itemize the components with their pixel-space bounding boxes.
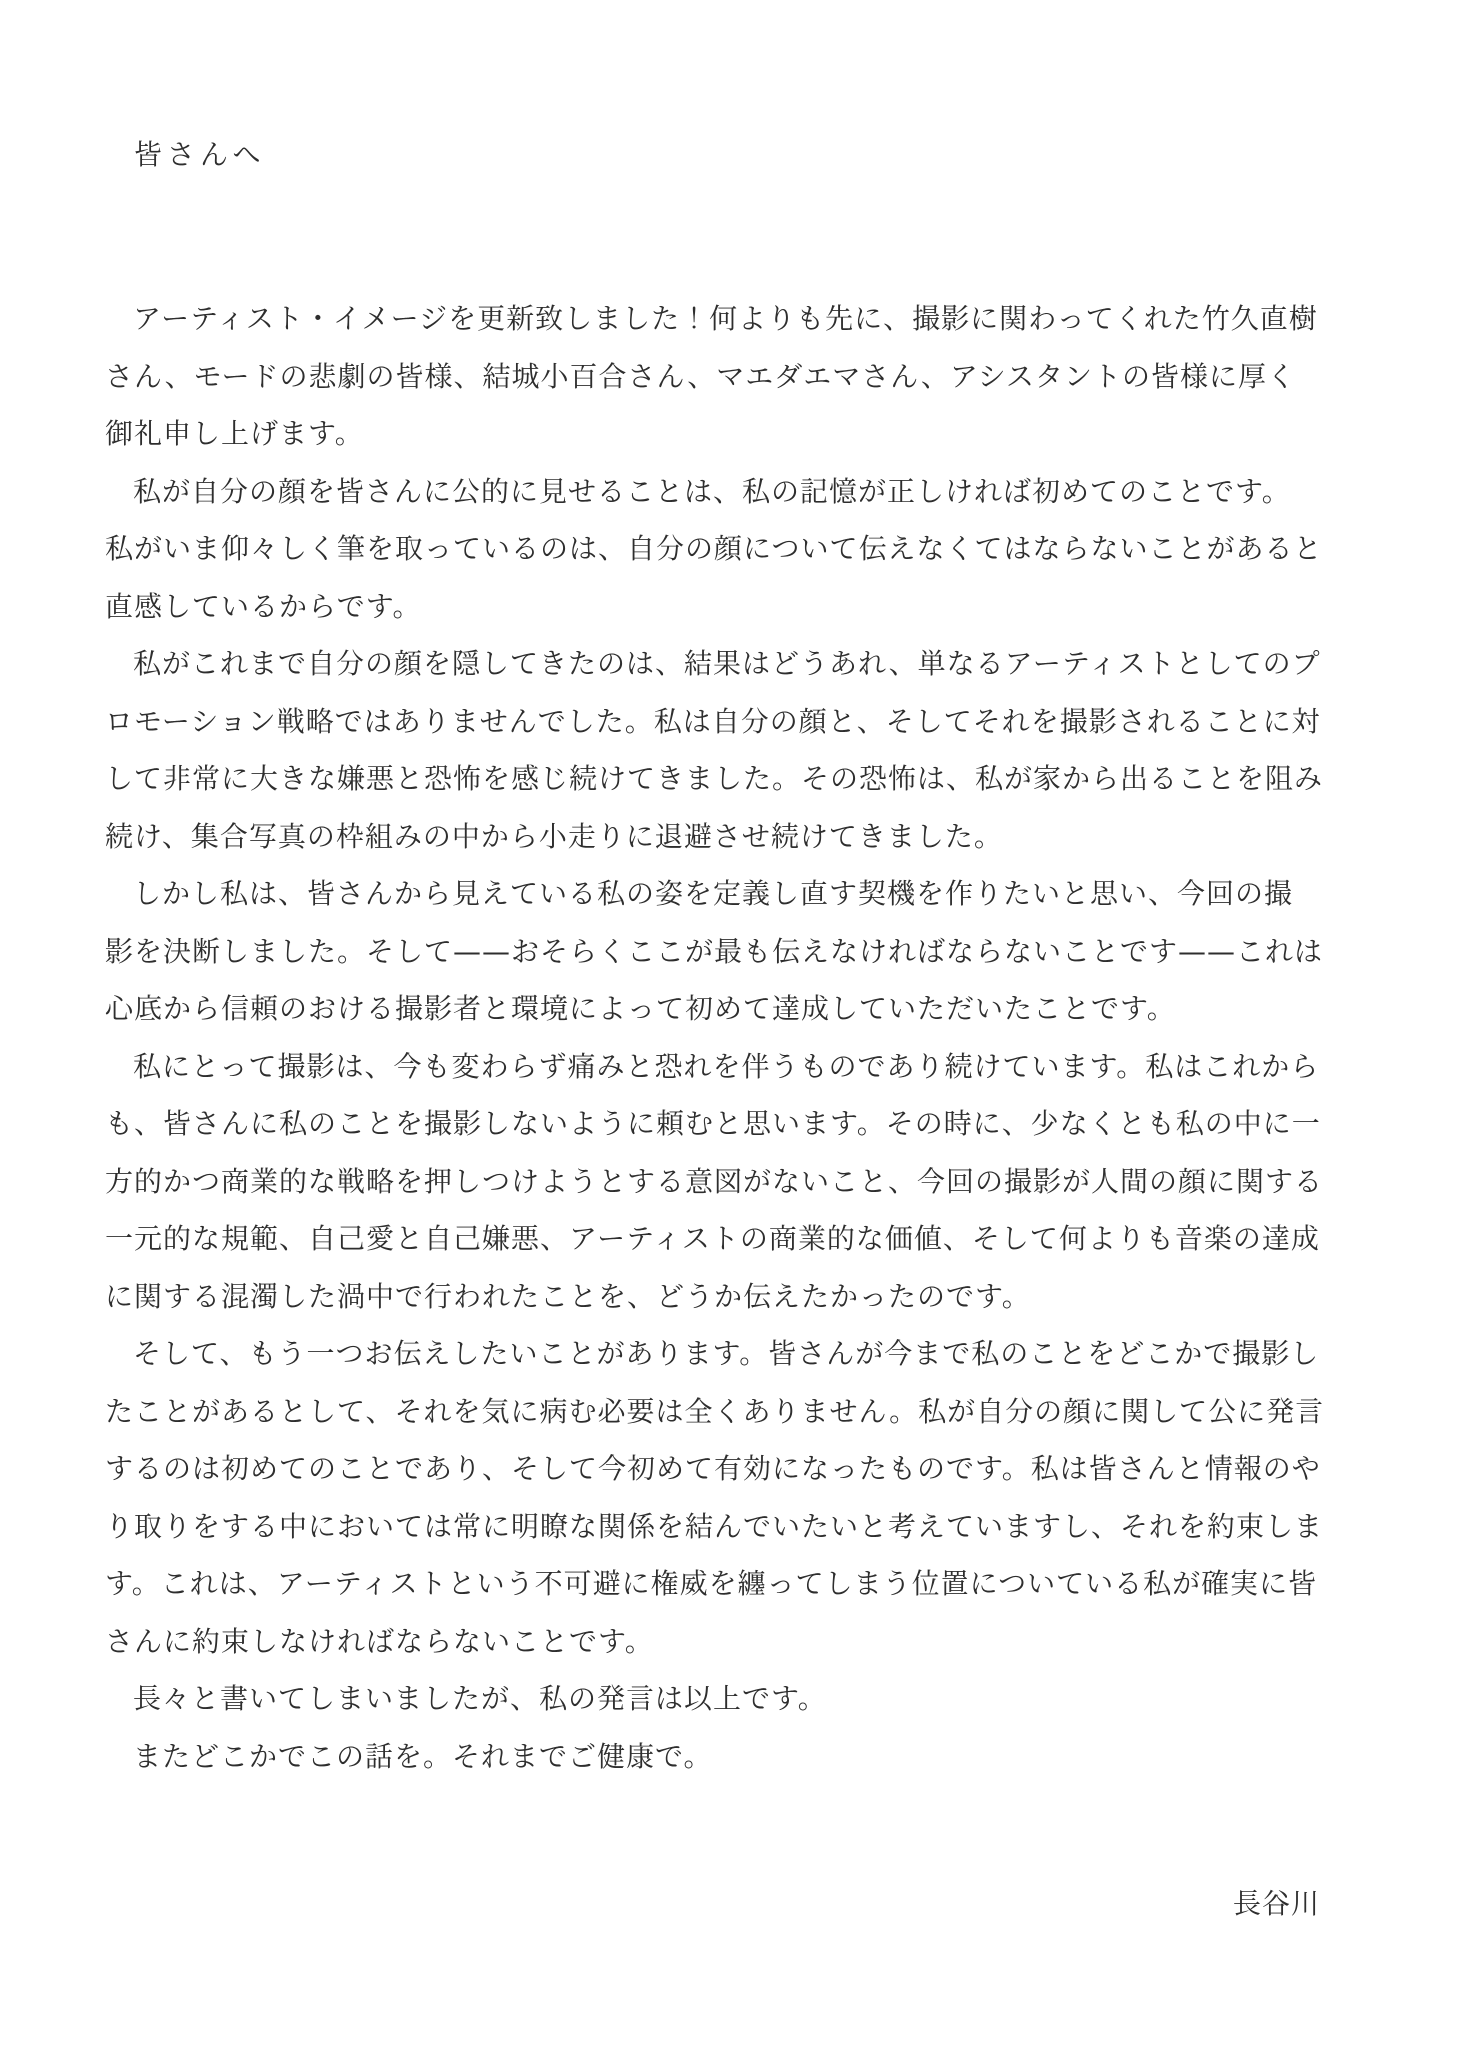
letter-line: 方的かつ商業的な戦略を押しつけようとする意図がないこと、今回の撮影が人間の顔に関する xyxy=(105,1164,1324,1198)
letter-line: に関する混濁した渦中で行われたことを、どうか伝えたかったのです。 xyxy=(105,1279,1031,1313)
letter-line: 影を決断しました。そして——おそらくここが最も伝えなければならないことです——これは xyxy=(105,934,1324,968)
letter-line: さんに約束しなければならないことです。 xyxy=(105,1624,654,1658)
letter-line: そして、もう一つお伝えしたいことがあります。皆さんが今まで私のことをどこかで撮影し xyxy=(133,1337,1320,1370)
letter-line: 御礼申し上げます。 xyxy=(105,417,364,450)
letter-line: するのは初めてのことであり、そして今初めて有効になったものです。私は皆さんと情報のや xyxy=(105,1452,1321,1485)
letter-line: たことがあるとして、それを気に病む必要は全くありません。私が自分の顔に関して公に発言 xyxy=(105,1394,1325,1428)
letter-line: も、皆さんに私のことを撮影しないように頼むと思います。その時に、少なくとも私の中に一 xyxy=(105,1107,1321,1140)
letter-line: 一元的な規範、自己愛と自己嫌悪、アーティストの商業的な価値、そして何よりも音楽の達成 xyxy=(105,1222,1320,1255)
letter-line: 心底から信頼のおける撮影者と環境によって初めて達成していただいたことです。 xyxy=(105,992,1176,1025)
letter-line: またどこかでこの話を。それまでご健康で。 xyxy=(133,1739,713,1773)
letter-line: ロモーション戦略ではありませんでした。私は自分の顔と、そしてそれを撮影されることに対 xyxy=(105,704,1321,738)
letter-line: 続け、集合写真の枠組みの中から小走りに退避させ続けてきました。 xyxy=(105,819,1003,853)
letter-line: す。これは、アーティストという不可避に権威を纏ってしまう位置についている私が確実に皆 xyxy=(105,1567,1318,1600)
letter-line: り取りをする中においては常に明瞭な関係を結んでいたいと考えていますし、それを約束しま xyxy=(105,1509,1324,1543)
letter-signature: 長谷川 xyxy=(1232,1887,1320,1920)
letter-line: 直感しているからです。 xyxy=(105,589,422,623)
letter-line: 長々と書いてしまいましたが、私の発言は以上です。 xyxy=(133,1682,827,1715)
letter-salutation: 皆さんへ xyxy=(134,138,266,171)
letter-line: しかし私は、皆さんから見えている私の姿を定義し直す契機を作りたいと思い、今回の撮 xyxy=(133,877,1294,910)
letter-line: 私にとって撮影は、今も変わらず痛みと恐れを伴うものであり続けています。私はこれから xyxy=(133,1049,1320,1083)
letter-line: 私がこれまで自分の顔を隠してきたのは、結果はどうあれ、単なるアーティストとしてのプ xyxy=(133,647,1321,680)
letter-line: さん、モードの悲劇の皆様、結城小百合さん、マエダエマさん、アシスタントの皆様に厚く xyxy=(105,359,1296,393)
letter-body xyxy=(105,290,1330,1785)
letter-line: 私がいま仰々しく筆を取っているのは、自分の顔について伝えなくてはならないことがあると xyxy=(105,532,1323,565)
letter-line: 私が自分の顔を皆さんに公的に見せることは、私の記憶が正しければ初めてのことです。 xyxy=(133,474,1291,508)
letter-line: アーティスト・イメージを更新致しました！何よりも先に、撮影に関わってくれた竹久直樹 xyxy=(133,302,1318,335)
letter-line: して非常に大きな嫌悪と恐怖を感じ続けてきました。その恐怖は、私が家から出ることを阻み xyxy=(105,762,1324,795)
